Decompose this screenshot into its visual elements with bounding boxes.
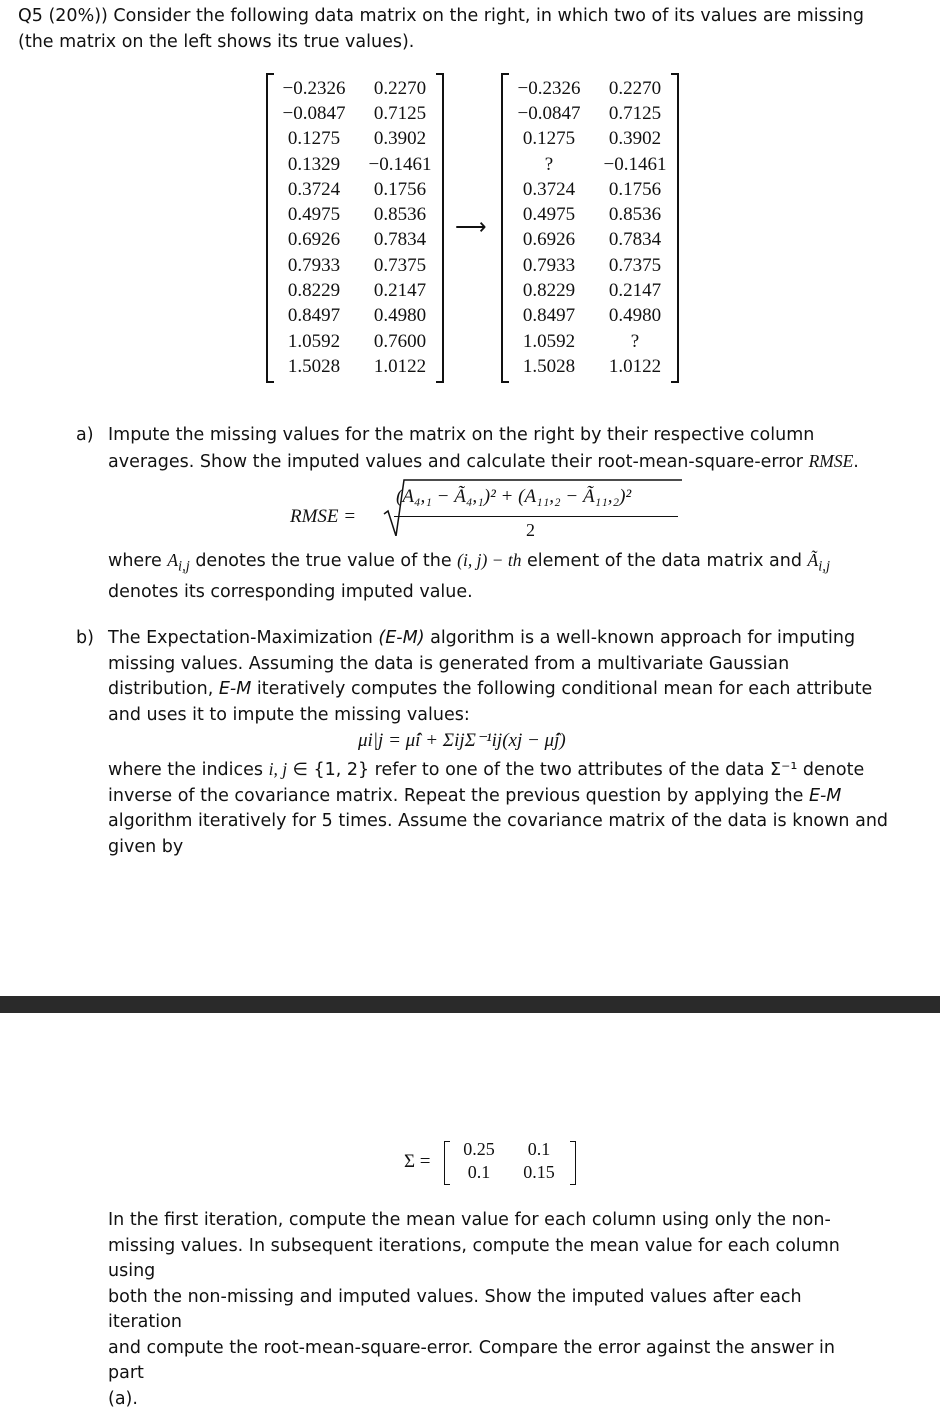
question-line-1: Q5 (20%)) Consider the following data matrix on the right, in which two of its values are missing: [18, 4, 918, 30]
final-line-2: missing values. In subsequent iterations, compute the mean value for each column using: [108, 1234, 868, 1285]
matrix-cell: 1.0122: [356, 354, 444, 379]
matrix-cell: 0.1756: [356, 177, 444, 202]
where-line-2: denotes its corresponding imputed value.: [108, 580, 888, 606]
sigma-row: [449, 1138, 569, 1161]
matrix-cell: 0.2270: [591, 76, 679, 101]
part-a: [76, 423, 876, 475]
rmse-denominator: 2: [526, 520, 535, 541]
matrix-cell: 0.4980: [356, 304, 444, 329]
final-line-1: In the first iteration, compute the mean value for each column using only the non-: [108, 1208, 868, 1234]
part-b-line-3: [108, 677, 876, 703]
part-b-line-2: missing values. Assuming the data is generated from a multivariate Gaussian: [108, 652, 876, 678]
matrix-cell: 0.8497: [272, 304, 356, 329]
true-matrix-row: [272, 202, 444, 227]
matrix-cell: 0.4975: [507, 202, 591, 227]
missing-matrix-row: [507, 354, 679, 379]
final-line-4: and compute the root-mean-square-error. Compare the error against the answer in part: [108, 1336, 868, 1387]
matrix-cell: 0.6926: [272, 228, 356, 253]
period: .: [853, 452, 859, 472]
matrix-cell: 1.5028: [507, 354, 591, 379]
part-b-line-7: algorithm iteratively for 5 times. Assume the covariance matrix of the data is known and: [108, 809, 888, 835]
matrix-cell: 0.1756: [591, 177, 679, 202]
sigma-cell: 0.1: [509, 1138, 569, 1161]
matrix-cell: 0.8536: [591, 202, 679, 227]
missing-matrix-row: [507, 127, 679, 152]
final-line-5: (a).: [108, 1387, 868, 1412]
part-b-text: inverse of the covariance matrix. Repeat the previous question by applying the: [108, 786, 809, 806]
matrix-cell: 0.2147: [356, 278, 444, 303]
arrow-icon: ⟶: [455, 214, 487, 240]
covariance-matrix: [404, 1138, 584, 1190]
part-b-text: iteratively computes the following conditional mean for each attribute: [251, 679, 872, 699]
matrix-cell: 1.5028: [272, 354, 356, 379]
rmse-lhs: RMSE =: [290, 506, 356, 528]
missing-value-matrix: [501, 73, 679, 383]
matrix-cell: ?: [591, 329, 679, 354]
where-line-1: [108, 548, 888, 580]
missing-matrix-row: [507, 152, 679, 177]
true-matrix-table: [272, 76, 444, 380]
part-b-text: ∈ {1, 2} refer to one of the two attributes of the data Σ⁻¹ denote: [287, 760, 864, 780]
matrix-cell: 0.7375: [591, 253, 679, 278]
matrix-cell: −0.0847: [272, 101, 356, 126]
missing-matrix-row: [507, 101, 679, 126]
question-header: [18, 4, 918, 55]
rmse-term: RMSE: [809, 451, 854, 471]
question-line-2: (the matrix on the left shows its true values).: [18, 30, 918, 56]
matrix-cell: 0.7834: [356, 228, 444, 253]
part-b-text: distribution,: [108, 679, 219, 699]
matrix-cell: 0.1275: [507, 127, 591, 152]
a-tilde-subscript: i,j: [818, 559, 830, 575]
matrix-cell: 0.3902: [356, 127, 444, 152]
matrix-cell: 0.7600: [356, 329, 444, 354]
matrix-cell: 0.3902: [591, 127, 679, 152]
missing-matrix-row: [507, 228, 679, 253]
index-term: (i, j) − th: [457, 550, 521, 570]
matrix-cell: −0.1461: [591, 152, 679, 177]
fraction-line: [394, 516, 678, 517]
where-text: denotes the true value of the: [190, 551, 457, 571]
final-instructions: [108, 1208, 868, 1412]
part-b-text: algorithm is a well-known approach for imputing: [425, 628, 856, 648]
matrix-cell: −0.2326: [507, 76, 591, 101]
matrix-cell: 0.7834: [591, 228, 679, 253]
matrix-cell: 1.0592: [507, 329, 591, 354]
true-matrix-row: [272, 76, 444, 101]
true-matrix-row: [272, 127, 444, 152]
part-b-line-5: [108, 757, 888, 784]
matrix-cell: ?: [507, 152, 591, 177]
right-bracket: [570, 1141, 576, 1185]
missing-matrix-row: [507, 76, 679, 101]
sigma-row: [449, 1161, 569, 1184]
part-a-line-1: Impute the missing values for the matrix on the right by their respective column: [108, 423, 876, 449]
matrix-cell: 0.6926: [507, 228, 591, 253]
matrix-cell: 0.7933: [507, 253, 591, 278]
missing-matrix-row: [507, 278, 679, 303]
a-symbol: A: [167, 550, 178, 570]
matrix-cell: −0.0847: [507, 101, 591, 126]
index-term: i, j: [269, 759, 287, 779]
true-matrix-row: [272, 177, 444, 202]
true-matrix-row: [272, 329, 444, 354]
matrix-cell: 0.2147: [591, 278, 679, 303]
true-matrix-row: [272, 101, 444, 126]
where-text: where: [108, 551, 167, 571]
missing-matrix-row: [507, 253, 679, 278]
part-b-line-1: [108, 626, 876, 652]
part-b: [76, 626, 876, 728]
matrix-cell: 0.7933: [272, 253, 356, 278]
matrix-cell: 0.8229: [272, 278, 356, 303]
a-tilde-symbol: Ã: [808, 550, 819, 570]
rmse-formula: [290, 476, 710, 542]
conditional-mean-formula: μi|j = μ̂i + ΣijΣ⁻¹ij(xj − μ̂j): [358, 729, 566, 752]
true-matrix-row: [272, 304, 444, 329]
matrix-cell: 0.3724: [272, 177, 356, 202]
sigma-cell: 0.25: [449, 1138, 509, 1161]
sigma-cell: 0.15: [509, 1161, 569, 1184]
part-b-line-8: given by: [108, 835, 888, 861]
part-b-text: The Expectation-Maximization: [108, 628, 378, 648]
part-b-label: b): [76, 626, 94, 652]
sigma-cell: 0.1: [449, 1161, 509, 1184]
matrix-cell: −0.2326: [272, 76, 356, 101]
page-divider: [0, 996, 940, 1013]
part-a-line-2: [108, 449, 876, 476]
em-term: E-M: [219, 679, 251, 699]
missing-matrix-row: [507, 202, 679, 227]
matrix-cell: 0.8229: [507, 278, 591, 303]
part-b-line-6: [108, 784, 888, 810]
matrix-cell: 0.7125: [591, 101, 679, 126]
matrix-cell: 0.8497: [507, 304, 591, 329]
em-term: (E-M): [378, 628, 424, 648]
matrix-cell: 1.0592: [272, 329, 356, 354]
part-a-where: [108, 548, 888, 606]
matrix-cell: 0.4975: [272, 202, 356, 227]
a-subscript: i,j: [178, 559, 190, 575]
missing-matrix-row: [507, 329, 679, 354]
matrix-cell: −0.1461: [356, 152, 444, 177]
matrix-cell: 0.4980: [591, 304, 679, 329]
em-term: E-M: [809, 786, 841, 806]
final-line-3: both the non-missing and imputed values. Show the imputed values after each iteration: [108, 1285, 868, 1336]
true-matrix-row: [272, 152, 444, 177]
where-text: element of the data matrix and: [521, 551, 807, 571]
sigma-table: [449, 1138, 569, 1184]
matrix-cell: 1.0122: [591, 354, 679, 379]
missing-matrix-row: [507, 177, 679, 202]
part-b-continued: [108, 757, 888, 860]
part-b-text: where the indices: [108, 760, 269, 780]
sigma-matrix: [444, 1138, 576, 1188]
matrix-cell: 0.3724: [507, 177, 591, 202]
matrix-cell: 0.7125: [356, 101, 444, 126]
part-a-label: a): [76, 423, 94, 449]
missing-matrix-table: [507, 76, 679, 380]
true-matrix-row: [272, 228, 444, 253]
matrix-cell: 0.7375: [356, 253, 444, 278]
rmse-numerator: (A₄,₁ − Ã₄,₁)² + (A₁₁,₂ − Ã₁₁,₂)²: [396, 486, 631, 508]
part-b-line-4: and uses it to impute the missing values:: [108, 703, 876, 729]
matrix-cell: 0.1329: [272, 152, 356, 177]
true-matrix-row: [272, 354, 444, 379]
true-value-matrix: [266, 73, 444, 383]
matrix-cell: 0.2270: [356, 76, 444, 101]
sigma-lhs: Σ =: [404, 1151, 431, 1173]
part-a-text: averages. Show the imputed values and calculate their root-mean-square-error: [108, 452, 809, 472]
matrix-cell: 0.8536: [356, 202, 444, 227]
true-matrix-row: [272, 278, 444, 303]
true-matrix-row: [272, 253, 444, 278]
matrix-cell: 0.1275: [272, 127, 356, 152]
missing-matrix-row: [507, 304, 679, 329]
